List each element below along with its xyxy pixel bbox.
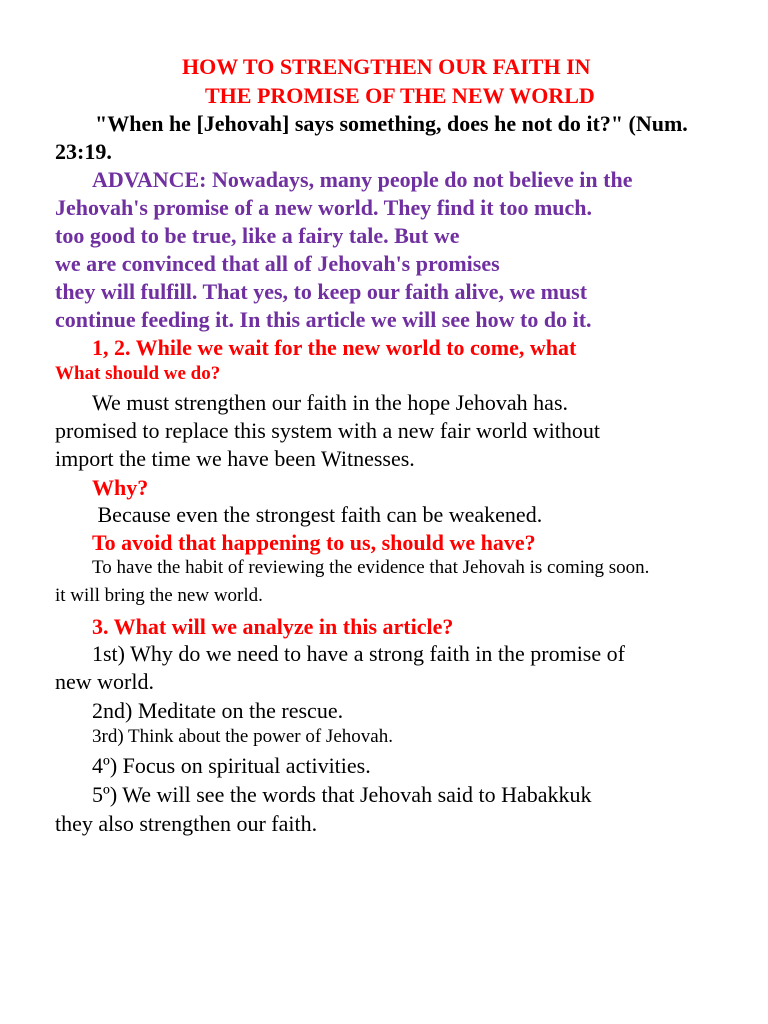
point-3: 3rd) Think about the power of Jehovah.	[92, 726, 393, 747]
point-4: 4º) Focus on spiritual activities.	[92, 753, 371, 778]
question-why: Why?	[92, 475, 149, 500]
point-1-line-2: new world.	[55, 669, 154, 694]
question-1-2-line-2: What should we do?	[55, 363, 221, 384]
title-line-1: HOW TO STRENGTHEN OUR FAITH IN	[182, 54, 591, 79]
answer-1-line-1: We must strengthen our faith in the hope Jehovah has.	[92, 390, 569, 415]
point-5-line-1: 5º) We will see the words that Jehovah said to Habakkuk	[92, 782, 592, 807]
question-avoid: To avoid that happening to us, should we have?	[92, 530, 536, 555]
point-2: 2nd) Meditate on the rescue.	[92, 698, 344, 723]
advance-line-6: continue feeding it. In this article we will see how to do it.	[55, 307, 592, 332]
answer-1-line-3: import the time we have been Witnesses.	[55, 446, 415, 471]
advance-line-3: too good to be true, like a fairy tale. But we	[55, 223, 460, 248]
question-3: 3. What will we analyze in this article?	[92, 614, 454, 639]
point-1-line-1: 1st) Why do we need to have a strong faith in the promise of	[92, 641, 625, 666]
advance-line-1: ADVANCE: Nowadays, many people do not believe in the	[92, 167, 633, 192]
theme-text-line-1: "When he [Jehovah] says something, does he not do it?" (Num.	[95, 111, 688, 136]
advance-line-4: we are convinced that all of Jehovah's promises	[55, 251, 500, 276]
answer-avoid-line-2: it will bring the new world.	[55, 585, 263, 606]
answer-why: Because even the strongest faith can be weakened.	[92, 502, 543, 527]
answer-1-line-2: promised to replace this system with a new fair world without	[55, 418, 600, 443]
advance-line-2: Jehovah's promise of a new world. They find it too much.	[55, 195, 593, 220]
theme-text-line-2: 23:19.	[55, 139, 112, 164]
point-5-line-2: they also strengthen our faith.	[55, 811, 318, 836]
answer-avoid-line-1: To have the habit of reviewing the evidence that Jehovah is coming soon.	[92, 557, 650, 578]
question-1-2-line-1: 1, 2. While we wait for the new world to come, what	[92, 335, 577, 360]
title-line-2: THE PROMISE OF THE NEW WORLD	[205, 83, 595, 108]
advance-line-5: they will fulfill. That yes, to keep our faith alive, we must	[55, 279, 588, 304]
